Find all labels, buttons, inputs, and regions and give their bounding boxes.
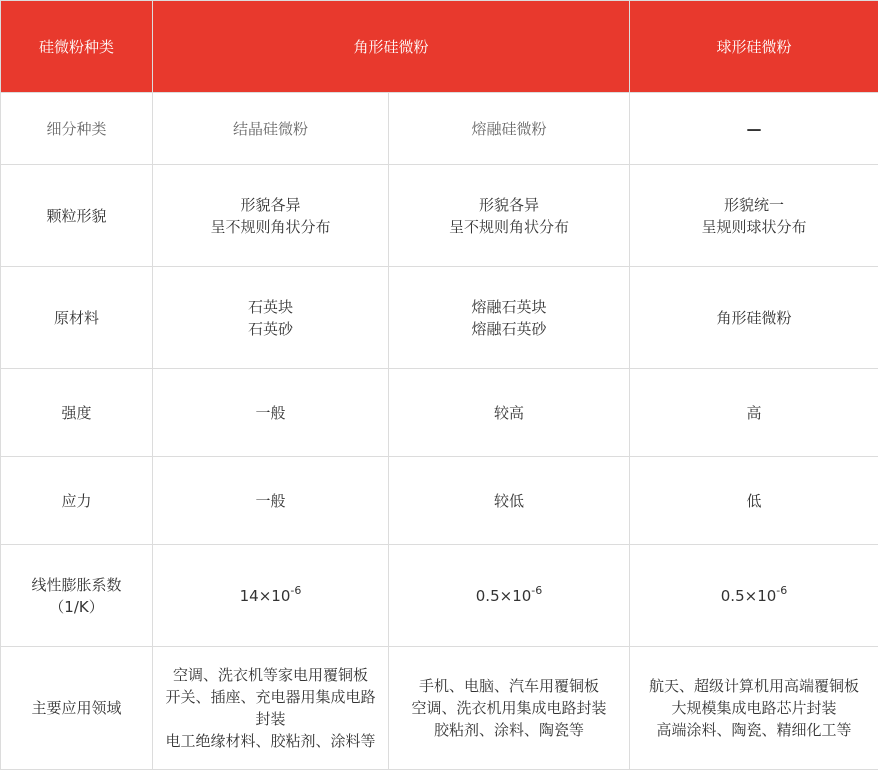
table-cell: 形貌统一 呈规则球状分布 — [630, 165, 878, 267]
row-label: 主要应用领域 — [1, 647, 153, 770]
subtype-crystalline: 结晶硅微粉 — [153, 93, 389, 165]
table-row — [1, 647, 878, 770]
row-label: 颗粒形貌 — [1, 165, 153, 267]
row-label: 应力 — [1, 457, 153, 545]
subheader-row — [1, 93, 878, 165]
table-cell: $14\times 10^{-6}$ — [153, 545, 389, 647]
row-label: 线性膨胀系数 （1/K） — [1, 545, 153, 647]
header-spherical: 球形硅微粉 — [630, 1, 878, 93]
table-cell: 形貌各异 呈不规则角状分布 — [153, 165, 389, 267]
header-category: 硅微粉种类 — [1, 1, 153, 93]
row-label: 原材料 — [1, 267, 153, 369]
subtype-spherical: — — [630, 93, 878, 165]
header-angular: 角形硅微粉 — [153, 1, 630, 93]
table-cell: 一般 — [153, 369, 389, 457]
table-cell: $0.5\times 10^{-6}$ — [389, 545, 630, 647]
table-cell: 航天、超级计算机用高端覆铜板 大规模集成电路芯片封装 高端涂料、陶瓷、精细化工等 — [630, 647, 878, 770]
table-cell: 较高 — [389, 369, 630, 457]
table-cell: 角形硅微粉 — [630, 267, 878, 369]
table-row — [1, 267, 878, 369]
table-cell: 空调、洗衣机等家电用覆铜板 开关、插座、充电器用集成电路封装 电工绝缘材料、胶粘剂、涂料等 — [153, 647, 389, 770]
row-label: 强度 — [1, 369, 153, 457]
table-cell: 手机、电脑、汽车用覆铜板 空调、洗衣机用集成电路封装 胶粘剂、涂料、陶瓷等 — [389, 647, 630, 770]
table-row — [1, 369, 878, 457]
table-cell: 较低 — [389, 457, 630, 545]
table-cell: 高 — [630, 369, 878, 457]
table-cell: 熔融石英块 熔融石英砂 — [389, 267, 630, 369]
table-cell: 低 — [630, 457, 878, 545]
table-cell: 一般 — [153, 457, 389, 545]
table-cell: 形貌各异 呈不规则角状分布 — [389, 165, 630, 267]
subtype-fused: 熔融硅微粉 — [389, 93, 630, 165]
table-row — [1, 165, 878, 267]
header-row — [1, 1, 878, 93]
table-row — [1, 545, 878, 647]
row-label: 细分种类 — [1, 93, 153, 165]
table-cell: $0.5\times 10^{-6}$ — [630, 545, 878, 647]
table-cell: 石英块 石英砂 — [153, 267, 389, 369]
table-row — [1, 457, 878, 545]
